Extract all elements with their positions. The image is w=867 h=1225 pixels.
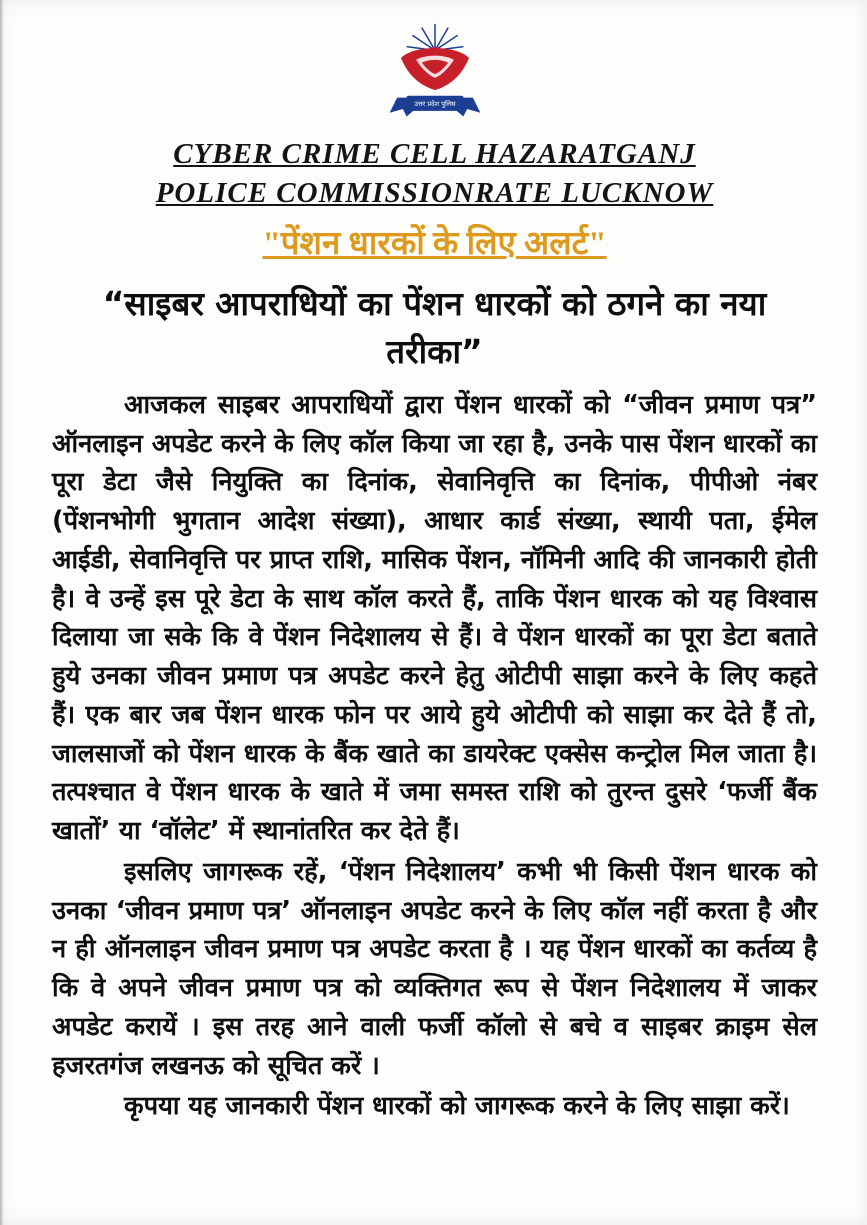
up-police-emblem-icon — [387, 22, 483, 126]
org-name-line1: CYBER CRIME CELL HAZARATGANJ — [173, 138, 696, 170]
org-name-line2: POLICE COMMISSIONRATE LUCKNOW — [155, 177, 714, 210]
scan-edge-shadow — [0, 0, 4, 1225]
logo-container — [52, 22, 817, 131]
paragraph-2: इसलिए जागरूक रहें, ‘पेंशन निदेशालय’ कभी भी किसी पेंशन धारक को उनका ‘जीवन प्रमाण पत्र’ ऑनलाइन अपडेट करने के लिए कॉल नहीं करता है और न ही ऑनलाइन जीवन प्रमाण पत्र अपडेट करता है । यह पेंशन धारकों का कर्तव्य है कि वे अपने जीवन प्रमाण पत्र को व्यक्तिगत रूप से पेंशन निदेशालय में जाकर अपडेट करायें । इस तरह आने वाली फर्जी कॉलो से बचे व साइबर क्राइम सेल हजरतगंज लखनऊ को सूचित करें । — [52, 856, 817, 1081]
alert-headline: "पेंशन धारकों के लिए अलर्ट" — [262, 226, 607, 263]
notice-body — [52, 386, 817, 1126]
svg-text:उत्तर प्रदेश पुलिस: उत्तर प्रदेश पुलिस — [413, 100, 456, 109]
paragraph-1: आजकल साइबर आपराधियों द्वारा पेंशन धारकों को “जीवन प्रमाण पत्र” ऑनलाइन अपडेट करने के लिए कॉल किया जा रहा है, उनके पास पेंशन धारकों का पूरा डेटा जैसे नियुक्ति का दिनांक, सेवानिवृत्ति का दिनांक, पीपीओ नंबर (पेंशनभोगी भुगतान आदेश संख्या), आधार कार्ड संख्या, स्थायी पता, ईमेल आईडी, सेवानिवृत्ति पर प्राप्त राशि, मासिक पेंशन, नॉमिनी आदि की जानकारी होती है। वे उन्हें इस पूरे डेटा के साथ कॉल करते हैं, ताकि पेंशन धारक को यह विश्वास दिलाया जा सके कि वे पेंशन निदेशालय से हैं। वे पेंशन धारकों का पूरा डेटा बताते हुये उनका जीवन प्रमाण पत्र अपडेट करने हेतु ओटीपी साझा करने के लिए कहते हैं। एक बार जब पेंशन धारक फोन पर आये हुये ओटीपी को साझा कर देते हैं तो, जालसाजों को पेंशन धारक के बैंक खाते का डायरेक्ट एक्सेस कन्ट्रोल मिल जाता है। तत्पश्चात वे पेंशन धारक के खाते में जमा समस्त राशि को तुरन्त दुसरे ‘फर्जी बैंक खातों’ या ‘वॉलेट’ में स्थानांतरित कर देते हैं। — [52, 389, 817, 847]
paragraph-3: कृपया यह जानकारी पेंशन धारकों को जागरूक करने के लिए साझा करें। — [124, 1091, 790, 1122]
document-title: “साइबर आपराधियों का पेंशन धारकों को ठगने का नया तरीका” — [102, 284, 767, 372]
